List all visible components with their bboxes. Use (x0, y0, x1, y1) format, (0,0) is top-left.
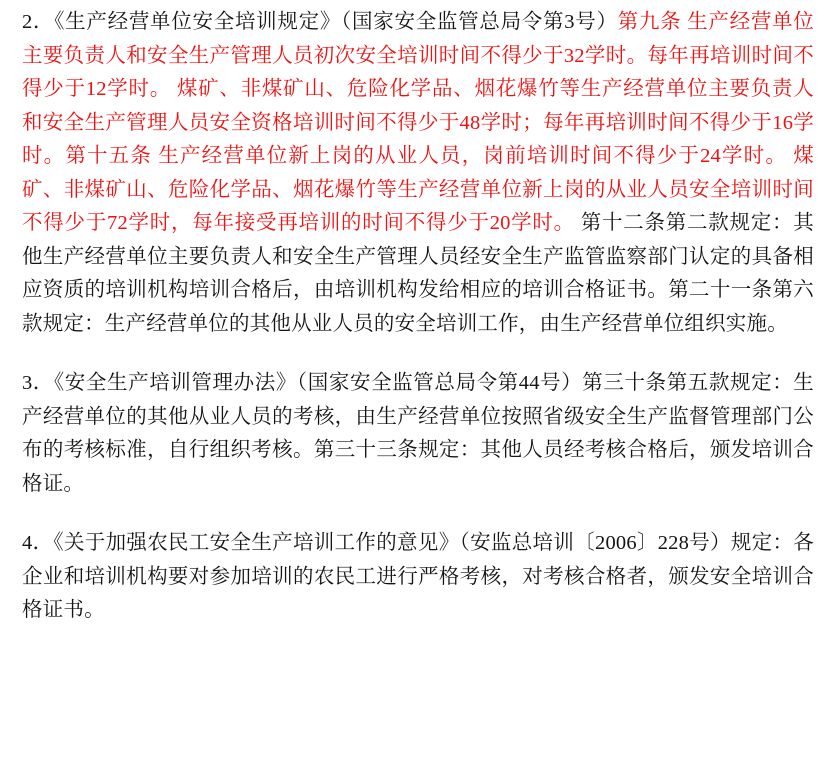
paragraph-item-2 (22, 6, 814, 341)
paragraph-item-4 (22, 527, 814, 628)
paragraph-item-3 (22, 367, 814, 501)
body-text-run: 第十二条第二款规定：其他生产经营单位主要负责人和安全生产管理人员经安全生产监管监察部门认定的具备相应资质的培训机构培训合格后，由培训机构发给相应的培训合格证书。第二十一条第六款规定：生产经营单位的其他从业人员的安全培训工作，由生产经营单位组织实施。 (22, 212, 814, 335)
body-text-run: 3．《安全生产培训管理办法》（国家安全监管总局令第44号）第三十条第五款规定：生产经营单位的其他从业人员的考核，由生产经营单位按照省级安全生产监督管理部门公布的考核标准，自行组织考核。第三十三条规定：其他人员经考核合格后，颁发培训合格证。 (22, 372, 814, 495)
document-body (22, 6, 814, 628)
body-text-run: 4．《关于加强农民工安全生产培训工作的意见》（安监总培训〔2006〕228号）规定：各企业和培训机构要对参加培训的农民工进行严格考核，对考核合格者，颁发安全培训合格证书。 (22, 532, 814, 621)
highlighted-text-run: 第九条 生产经营单位主要负责人和安全生产管理人员初次安全培训时间不得少于32学时。每年再培训时间不得少于12学时。 煤矿、非煤矿山、危险化学品、烟花爆竹等生产经营单位主要负责人和安全生产管理人员安全资格培训时间不得少于48学时；每年再培训时间不得少于16学时。第十五条 生产经营单位新上岗的从业人员，岗前培训时间不得少于24学时。 煤矿、非煤矿山、危险化学品、烟花爆竹等生产经营单位新上岗的从业人员安全培训时间不得少于72学时，每年接受再培训的时间不得少于20学时。 (22, 11, 814, 234)
body-text-run: 2．《生产经营单位安全培训规定》（国家安全监管总局令第3号） (22, 11, 618, 33)
